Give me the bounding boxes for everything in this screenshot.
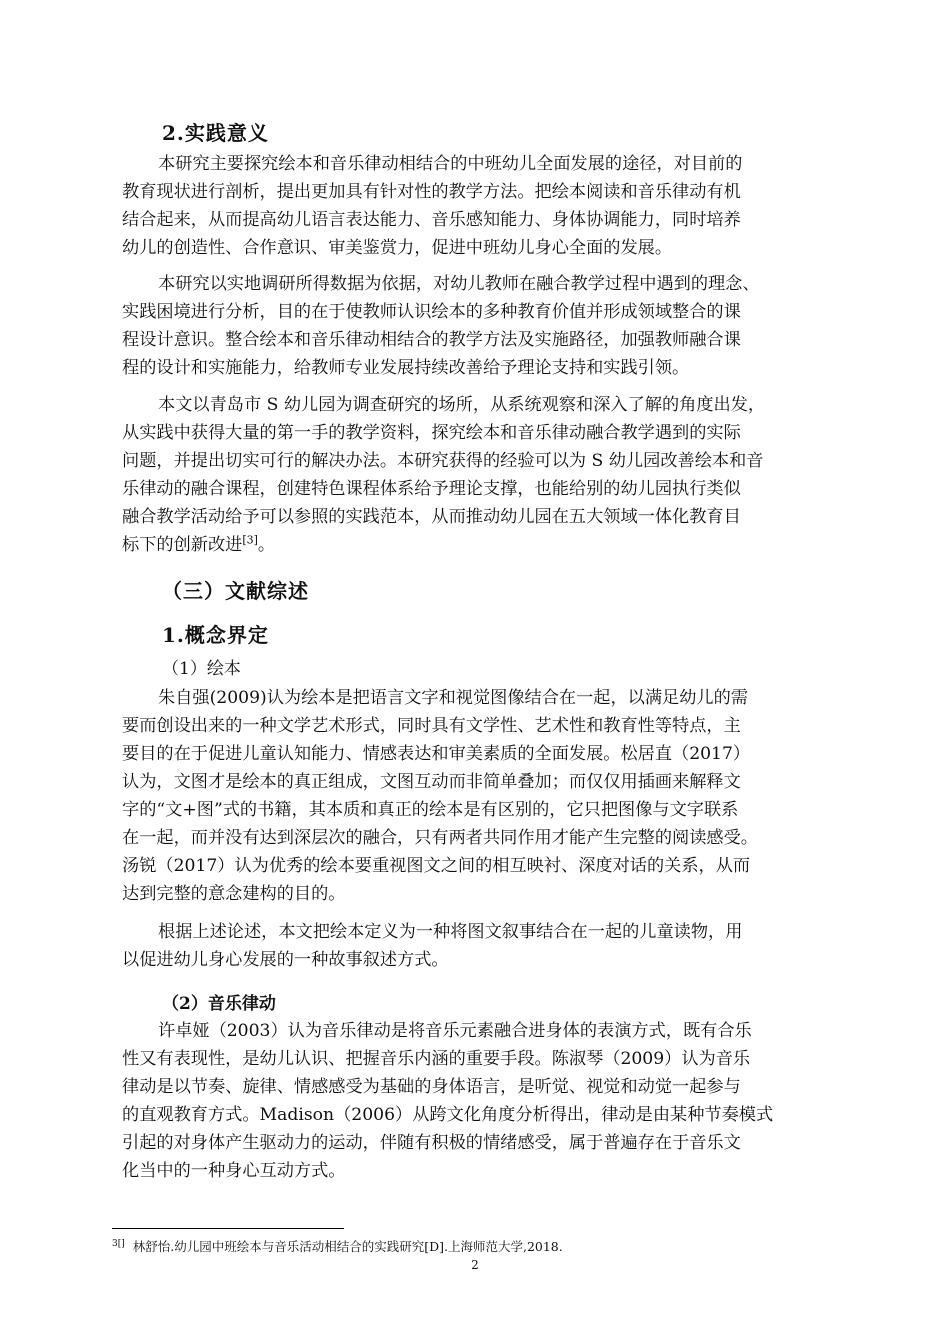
text-line: 朱自强(2009)认为绘本是把语言文字和视觉图像结合在一起，以满足幼儿的需 — [158, 688, 748, 708]
text-line: 的直观教育方式。Madison（2006）从跨文化角度分析得出，律动是由某种节奏模式 — [122, 1105, 774, 1125]
footnote-text: 林舒怡.幼儿园中班绘本与音乐活动相结合的实践研究[D].上海师范大学,2018. — [132, 1239, 563, 1254]
footnote-marker: 3[] — [112, 1238, 125, 1249]
text-line: 要目的在于促进儿童认知能力、情感表达和审美素质的全面发展。松居直（2017） — [122, 744, 751, 764]
footnote — [112, 1237, 563, 1255]
text-segment: 。 — [257, 535, 276, 555]
text-line: 从实践中获得大量的第一手的教学资料，探究绘本和音乐律动融合教学遇到的实际 — [122, 423, 741, 443]
paragraph-1 — [122, 150, 834, 262]
text-line: 以促进幼儿身心发展的一种故事叙述方式。 — [122, 950, 449, 970]
text-line: 性又有表现性，是幼儿认识、把握音乐内涵的重要手段。陈淑琴（2009）认为音乐 — [122, 1049, 751, 1069]
heading-concept-definition: 1.概念界定 — [162, 623, 269, 647]
text-line: 程设计意识。整合绘本和音乐律动相结合的教学方法及实施路径，加强教师融合课 — [122, 330, 741, 350]
subheading-picture-book: （1）绘本 — [162, 659, 241, 679]
citation-marker: [3] — [242, 533, 258, 547]
text-line: 本研究主要探究绘本和音乐律动相结合的中班幼儿全面发展的途径，对目前的 — [158, 154, 743, 174]
footnote-separator — [112, 1228, 344, 1229]
heading-practical-significance: 2.实践意义 — [162, 121, 269, 145]
text-segment: 标下的创新改进 — [122, 535, 243, 555]
paragraph-6 — [122, 1017, 834, 1185]
text-line: 要而创设出来的一种文学艺术形式，同时具有文学性、艺术性和教育性等特点，主 — [122, 716, 741, 736]
text-line: 字的“文+图”式的书籍，其本质和真正的绘本是有区别的，它只把图像与文字联系 — [122, 800, 739, 820]
text-line: 汤锐（2017）认为优秀的绘本要重视图文之间的相互映衬、深度对话的关系，从而 — [122, 856, 751, 876]
text-line-last — [122, 531, 834, 559]
text-line: 化当中的一种身心互动方式。 — [122, 1161, 346, 1181]
text-line: 在一起，而并没有达到深层次的融合，只有两者共同作用才能产生完整的阅读感受。 — [122, 828, 758, 848]
text-line: 融合教学活动给予可以参照的实践范本，从而推动幼儿园在五大领域一体化教育目 — [122, 507, 741, 527]
text-line: 本研究以实地调研所得数据为依据，对幼儿教师在融合教学过程中遇到的理念、 — [158, 274, 760, 294]
paragraph-5 — [122, 918, 834, 974]
heading-literature-review: （三）文献综述 — [162, 579, 309, 603]
text-line: 根据上述论述，本文把绘本定义为一种将图文叙事结合在一起的儿童读物，用 — [158, 922, 743, 942]
text-line: 结合起来，从而提高幼儿语言表达能力、音乐感知能力、身体协调能力，同时培养 — [122, 210, 741, 230]
text-line: 实践困境进行分析，目的在于使教师认识绘本的多种教育价值并形成领域整合的课 — [122, 302, 741, 322]
paragraph-4 — [122, 684, 834, 908]
paragraph-3 — [122, 391, 834, 559]
text-line: 教育现状进行剖析，提出更加具有针对性的教学方法。把绘本阅读和音乐律动有机 — [122, 182, 741, 202]
text-line: 幼儿的创造性、合作意识、审美鉴赏力，促进中班幼儿身心全面的发展。 — [122, 238, 673, 258]
paragraph-2 — [122, 270, 834, 382]
text-line: 程的设计和实施能力，给教师专业发展持续改善给予理论支持和实践引领。 — [122, 358, 690, 378]
subheading-music-rhythm: （2）音乐律动 — [162, 994, 276, 1014]
text-line: 引起的对身体产生驱动力的运动，伴随有积极的情绪感受，属于普遍存在于音乐文 — [122, 1133, 741, 1153]
text-line: 律动是以节奏、旋律、情感感受为基础的身体语言，是听觉、视觉和动觉一起参与 — [122, 1077, 741, 1097]
text-line: 达到完整的意念建构的目的。 — [122, 884, 346, 904]
text-line: 乐律动的融合课程，创建特色课程体系给予理论支撑，也能给别的幼儿园执行类似 — [122, 479, 741, 499]
text-line: 认为，文图才是绘本的真正组成，文图互动而非简单叠加；而仅仅用插画来解释文 — [122, 772, 741, 792]
page-number: 2 — [471, 1258, 479, 1272]
text-line: 问题，并提出切实可行的解决办法。本研究获得的经验可以为 S 幼儿园改善绘本和音 — [122, 451, 764, 471]
text-line: 本文以青岛市 S 幼儿园为调查研究的场所，从系统观察和深入了解的角度出发， — [158, 395, 766, 415]
text-line: 许卓娅（2003）认为音乐律动是将音乐元素融合进身体的表演方式，既有合乐 — [158, 1021, 752, 1041]
